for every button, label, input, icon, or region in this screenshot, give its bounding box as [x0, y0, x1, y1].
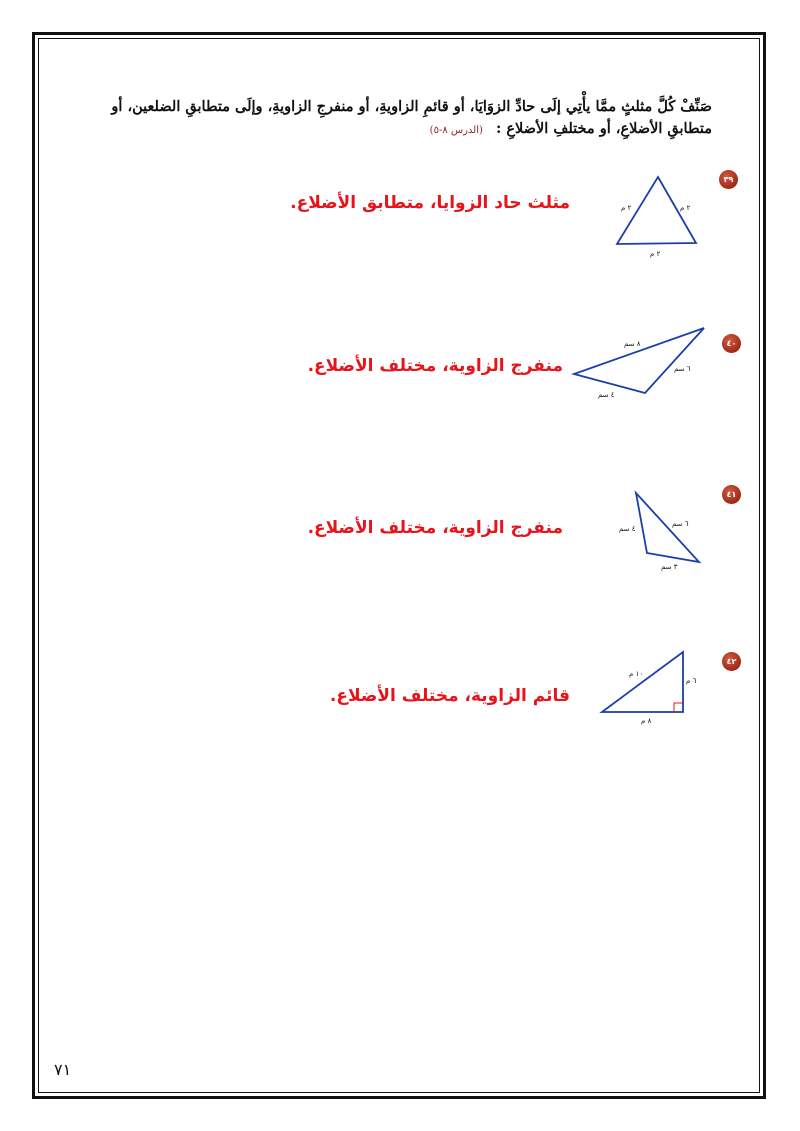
problem-number-badge: ٣٩ — [719, 170, 738, 189]
instructions-line-1: صَنِّفْ كُلَّ مثلثٍ ممَّا يأْتِي إلَى حادِّ الزوَايَا، أو قائمِ الزاويةِ، أو منفرجِ الزاويةِ، وإلَى متطابقِ الضلعين، أو — [111, 98, 712, 115]
side-label: ٤ سم — [598, 391, 615, 399]
page-number: ٧١ — [54, 1060, 72, 1079]
side-label: ٢ م — [621, 204, 632, 212]
right-angle-marker — [674, 703, 683, 712]
instructions — [72, 96, 712, 141]
answer-text: قائم الزاوية، مختلف الأضلاع. — [329, 686, 570, 706]
answer-text: منفرج الزاوية، مختلف الأضلاع. — [307, 518, 563, 538]
obtuse-triangle-figure — [615, 485, 710, 575]
side-label: ٦ سم — [674, 365, 691, 373]
triangle-shape — [602, 652, 683, 712]
side-label: ٨ سم — [624, 340, 641, 348]
side-label: ٢ م — [680, 204, 691, 212]
problem-number-badge: ٤١ — [722, 485, 741, 504]
obtuse-triangle-figure — [570, 320, 710, 405]
side-label: ٢ م — [650, 250, 661, 258]
side-label: ٣ سم — [661, 563, 678, 571]
right-triangle-figure — [595, 645, 705, 735]
instructions-line-2-wrap — [72, 118, 712, 140]
answer-text: منفرج الزاوية، مختلف الأضلاع. — [307, 356, 563, 376]
side-label: ٦ سم — [672, 520, 689, 528]
equilateral-triangle-figure — [600, 170, 710, 265]
answer-text: مثلث حاد الزوايا، متطابق الأضلاع. — [290, 193, 570, 213]
lesson-reference: (الدرس ٨-٥) — [429, 125, 483, 137]
instructions-line-2: متطابقِ الأضلاعِ، أو مختلفِ الأضلاعِ : — [495, 120, 712, 138]
side-label: ١٠ م — [629, 670, 644, 678]
triangle-shape — [574, 328, 704, 393]
problem-number-badge: ٤٢ — [722, 652, 741, 671]
side-label: ٤ سم — [619, 525, 636, 533]
side-label: ٨ م — [641, 717, 652, 725]
problem-number-badge: ٤٠ — [722, 334, 741, 353]
triangle-shape — [636, 493, 699, 562]
side-label: ٦ م — [686, 677, 697, 685]
